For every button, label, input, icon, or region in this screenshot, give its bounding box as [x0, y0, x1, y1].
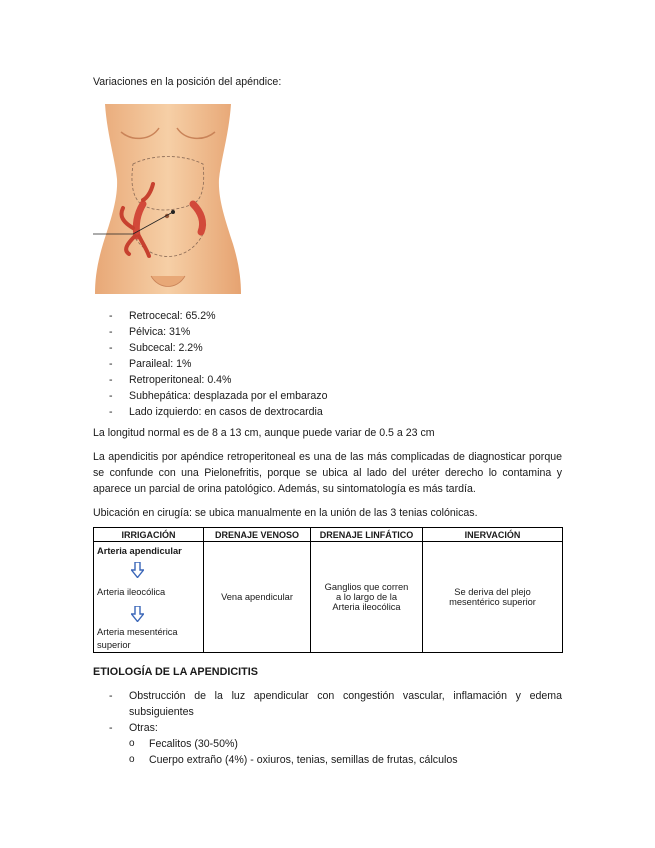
cell-innervation [423, 542, 563, 653]
bullet-dash: - [109, 690, 113, 702]
innervation-line: Se deriva del plejo [454, 587, 531, 597]
irrigation-middle-artery: Arteria ileocólica [97, 587, 166, 597]
appendix-position-illustration [93, 104, 243, 294]
bullet-dash: - [109, 310, 113, 322]
cell-lymphatic-drainage [311, 542, 423, 653]
length-paragraph: La longitud normal es de 8 a 13 cm, aunque puede variar de 0.5 a 23 cm [93, 427, 435, 439]
header-venous-drainage: DRENAJE VENOSO [204, 528, 311, 542]
cell-venous-drainage [204, 542, 311, 653]
etiology-subitem: Fecalitos (30-50%) [149, 738, 238, 750]
header-lymphatic-drainage: DRENAJE LINFÁTICO [311, 528, 423, 542]
bullet-dash: - [109, 374, 113, 386]
appendix-vascular-table [93, 527, 563, 653]
innervation-line: mesentérico superior [449, 597, 536, 607]
arrow-down-icon [131, 562, 144, 578]
arrow-down-icon [131, 606, 144, 622]
header-innervation: INERVACIÓN [423, 528, 563, 542]
etiology-subitem: Cuerpo extraño (4%) - oxiuros, tenias, semillas de frutas, cálculos [149, 754, 458, 766]
position-item: Paraileal: 1% [129, 358, 192, 370]
sub-bullet: o [129, 738, 135, 749]
etiology-title: ETIOLOGÍA DE LA APENDICITIS [93, 666, 258, 678]
position-item: Retrocecal: 65.2% [129, 310, 216, 322]
intro-heading: Variaciones en la posición del apéndice: [93, 76, 282, 88]
bullet-dash: - [109, 722, 113, 734]
lymphatic-line: Arteria ileocólica [332, 602, 401, 612]
bullet-dash: - [109, 390, 113, 402]
cell-irrigation [94, 542, 204, 653]
sub-bullet: o [129, 754, 135, 765]
irrigation-bottom-artery: Arteria mesentérica [97, 627, 178, 637]
irrigation-top-artery: Arteria apendicular [97, 546, 182, 556]
position-item: Subcecal: 2.2% [129, 342, 203, 354]
header-irrigation: IRRIGACIÓN [94, 528, 204, 542]
bullet-dash: - [109, 406, 113, 418]
paragraph-line: se confunde con una Pielonefritis, porque se ubica al lado del uréter derecho lo contamina y [93, 467, 562, 479]
venous-drainage-text: Vena apendicular [221, 592, 293, 602]
surgery-paragraph: Ubicación en cirugía: se ubica manualmente en la unión de las 3 tenias colónicas. [93, 507, 478, 519]
etiology-item: Obstrucción de la luz apendicular con congestión vascular, inflamación y edema [129, 690, 562, 702]
paragraph-line: La apendicitis por apéndice retroperitoneal es una de las más complicadas de diagnosticar porque [93, 451, 562, 463]
irrigation-bottom-artery-cont: superior [97, 640, 131, 650]
etiology-item: Otras: [129, 722, 158, 734]
lymphatic-line: Ganglios que corren [324, 582, 409, 592]
bullet-dash: - [109, 326, 113, 338]
paragraph-line: aparece un parcial de orina patológico. Además, su sintomatología es más tardía. [93, 483, 476, 495]
etiology-item-cont: subsiguientes [129, 706, 194, 718]
position-item: Lado izquierdo: en casos de dextrocardia [129, 406, 323, 418]
position-item: Subhepática: desplazada por el embarazo [129, 390, 328, 402]
bullet-dash: - [109, 342, 113, 354]
lymphatic-line: a lo largo de la [336, 592, 397, 602]
position-item: Retroperitoneal: 0.4% [129, 374, 232, 386]
position-item: Pélvica: 31% [129, 326, 191, 338]
bullet-dash: - [109, 358, 113, 370]
